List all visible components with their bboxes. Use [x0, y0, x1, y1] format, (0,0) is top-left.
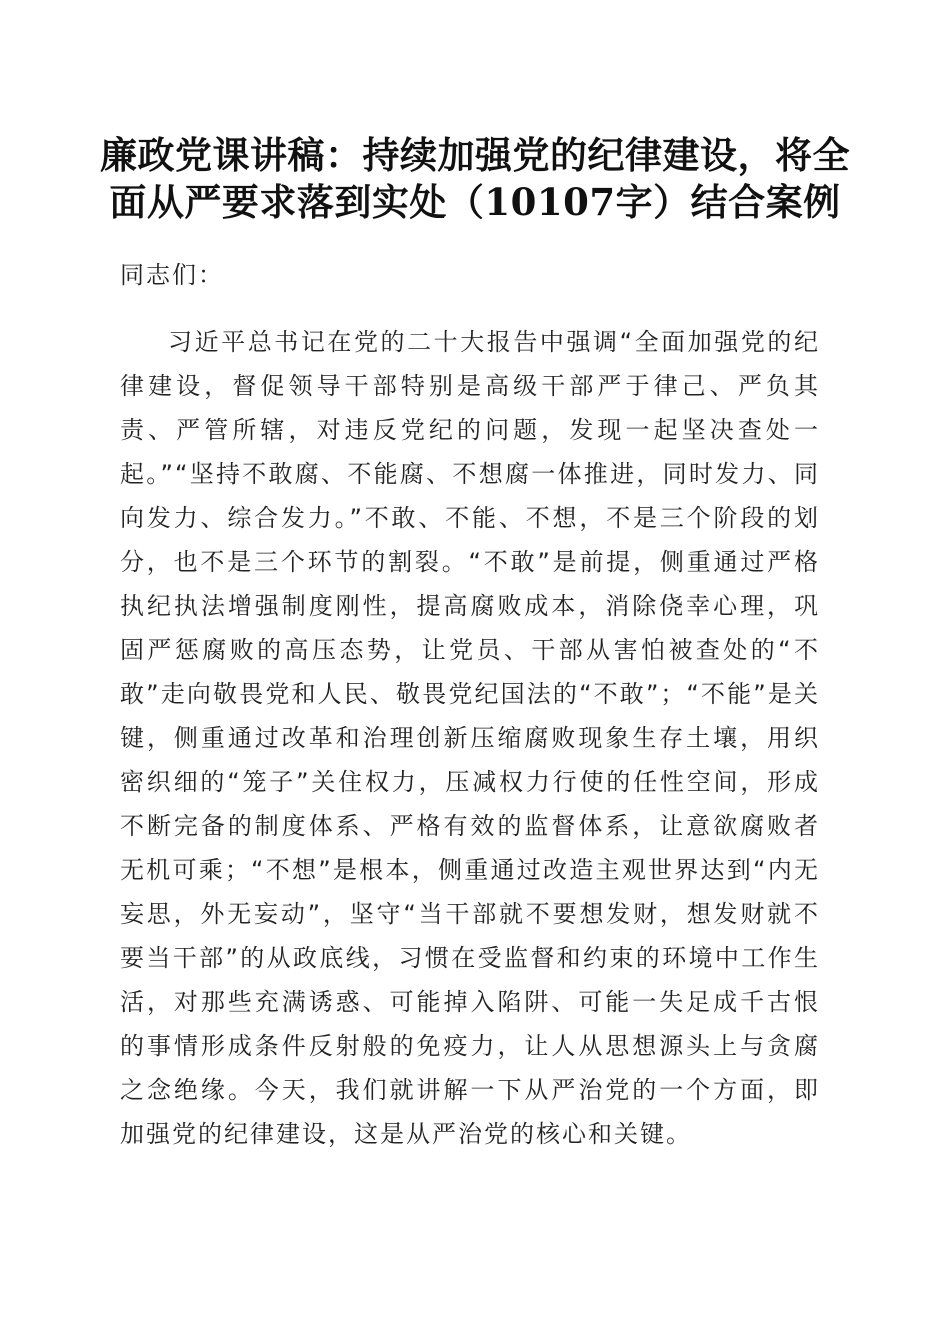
- salutation: 同志们：: [120, 261, 224, 289]
- body-paragraph: 习近平总书记在党的二十大报告中强调“全面加强党的纪律建设，督促领导干部特别是高级干部严于律己、严负其责、严管所辖，对违反党纪的问题，发现一起坚决查处一起。”“坚持不敢腐、不能腐、不想腐一体推进，同时发力、同向发力、综合发力。”不敢、不能、不想，不是三个阶段的划分，也不是三个环节的割裂。“不敢”是前提，侧重通过严格执纪执法增强制度刚性，提高腐败成本，消除侥幸心理，巩固严惩腐败的高压态势，让党员、干部从害怕被查处的“不敢”走向敬畏党和人民、敬畏党纪国法的“不敢”；“不能”是关键，侧重通过改革和治理创新压缩腐败现象生存土壤，用织密织细的“笼子”关住权力，压减权力行使的任性空间，形成不断完备的制度体系、严格有效的监督体系，让意欲腐败者无机可乘；“不想”是根本，侧重通过改造主观世界达到“内无妄思，外无妄动”，坚守“当干部就不要想发财，想发财就不要当干部”的从政底线，习惯在受监督和约束的环境中工作生活，对那些充满诱惑、可能掉入陷阱、可能一失足成千古恨的事情形成条件反射般的免疫力，让人从思想源头上与贪腐之念绝缘。今天，我们就讲解一下从严治党的一个方面，即加强党的纪律建设，这是从严治党的核心和关键。: [120, 328, 820, 1148]
- document-title: [100, 132, 850, 226]
- title-line-2: 面从严要求落到实处（10107字）结合案例: [109, 180, 841, 224]
- title-line-1: 廉政党课讲稿：持续加强党的纪律建设，将全: [100, 133, 850, 177]
